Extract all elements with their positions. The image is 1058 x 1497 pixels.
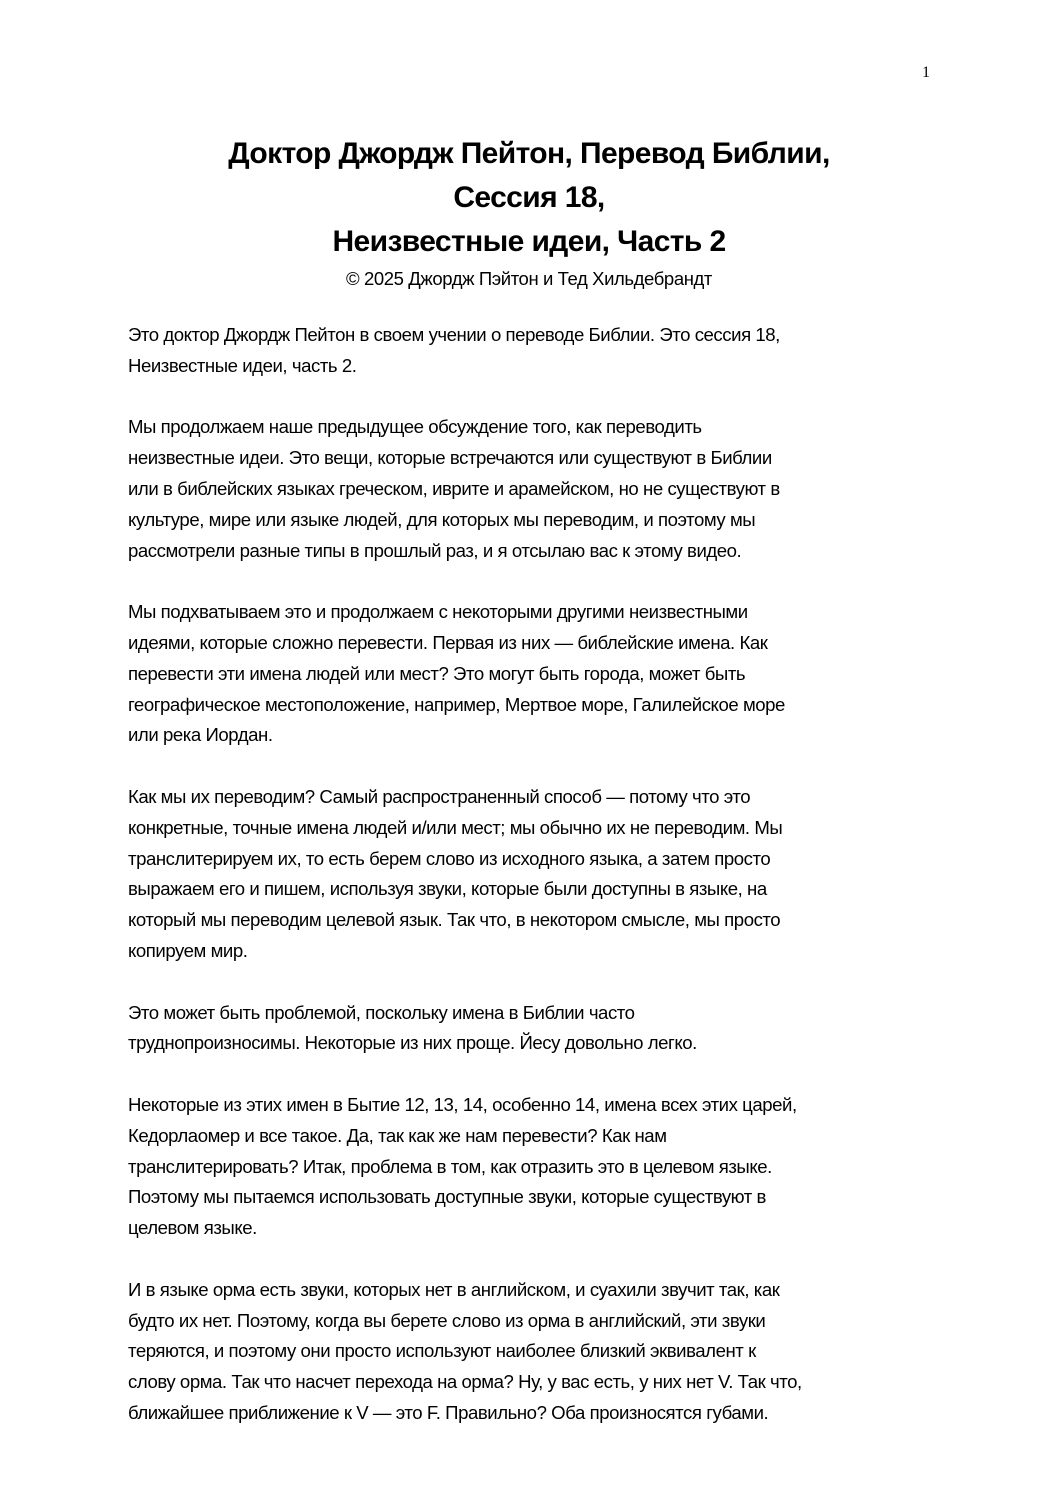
paragraph-line: ближайшее приближение к V — это F. Правильно? Оба произносятся губами. — [128, 1401, 769, 1423]
paragraph-line: транслитерируем их, то есть берем слово из исходного языка, а затем просто — [128, 847, 771, 869]
paragraph-line: целевом языке. — [128, 1217, 257, 1239]
paragraph-line: рассмотрели разные типы в прошлый раз, и я отсылаю вас к этому видео. — [128, 539, 742, 561]
paragraph-line: культуре, мире или языке людей, для которых мы переводим, и поэтому мы — [128, 508, 756, 530]
title-line: Сессия 18, — [453, 181, 605, 214]
paragraph-line: Мы подхватываем это и продолжаем с некоторыми другими неизвестными — [128, 601, 748, 623]
paragraph-line: Это доктор Джордж Пейтон в своем учении о переводе Библии. Это сессия 18, — [128, 324, 780, 345]
paragraph — [128, 782, 928, 967]
paragraph-line: слову орма. Так что насчет перехода на орма? Ну, у вас есть, у них нет V. Так что, — [128, 1371, 802, 1393]
paragraph — [128, 1275, 928, 1429]
paragraph-line: географическое местоположение, например, Мертвое море, Галилейское море — [128, 693, 785, 715]
paragraph-line: Поэтому мы пытаемся использовать доступные звуки, которые существуют в — [128, 1186, 766, 1208]
paragraph-line: будто их нет. Поэтому, когда вы берете слово из орма в английский, эти звуки — [128, 1309, 766, 1331]
paragraph-line: или река Иордан. — [128, 724, 273, 746]
paragraph-line: неизвестные идеи. Это вещи, которые встречаются или существуют в Библии — [128, 447, 772, 469]
paragraph-line: который мы переводим целевой язык. Так что, в некотором смысле, мы просто — [128, 909, 781, 931]
document-title — [0, 132, 1058, 264]
paragraph-line: Неизвестные идеи, часть 2. — [128, 354, 357, 376]
paragraph-line: конкретные, точные имена людей и/или мест; мы обычно их не переводим. Мы — [128, 816, 783, 838]
paragraph-line: транслитерировать? Итак, проблема в том, как отразить это в целевом языке. — [128, 1155, 772, 1177]
document-body — [128, 320, 928, 1459]
paragraph-line: труднопроизносимы. Некоторые из них проще. Йесу довольно легко. — [128, 1032, 697, 1054]
paragraph — [128, 597, 928, 751]
paragraph-line: копируем мир. — [128, 939, 248, 961]
title-line: Доктор Джордж Пейтон, Перевод Библии, — [228, 137, 830, 170]
copyright-line: © 2025 Джордж Пэйтон и Тед Хильдебрандт — [345, 268, 712, 289]
paragraph-line: И в языке орма есть звуки, которых нет в английском, и суахили звучит так, как — [128, 1278, 780, 1300]
title-line: Неизвестные идеи, Часть 2 — [332, 225, 726, 258]
paragraph-line: Некоторые из этих имен в Бытие 12, 13, 14, особенно 14, имена всех этих царей, — [128, 1093, 797, 1115]
paragraph-line: теряются, и поэтому они просто используют наиболее близкий эквивалент к — [128, 1340, 756, 1362]
paragraph-line: Мы продолжаем наше предыдущее обсуждение того, как переводить — [128, 416, 702, 438]
paragraph — [128, 320, 928, 382]
paragraph-line: Это может быть проблемой, поскольку имена в Библии часто — [128, 1001, 635, 1023]
paragraph — [128, 412, 928, 566]
paragraph-line: Кедорлаомер и все такое. Да, так как же нам перевести? Как нам — [128, 1124, 667, 1146]
paragraph-line: Как мы их переводим? Самый распространенный способ — потому что это — [128, 785, 751, 807]
paragraph — [128, 1090, 928, 1244]
page-number: 1 — [922, 64, 930, 81]
paragraph-line: или в библейских языках греческом, иврите и арамейском, но не существуют в — [128, 477, 780, 499]
paragraph — [128, 998, 928, 1060]
paragraph-line: выражаем его и пишем, используя звуки, которые были доступны в языке, на — [128, 878, 767, 900]
paragraph-line: идеями, которые сложно перевести. Первая из них — библейские имена. Как — [128, 631, 768, 653]
paragraph-line: перевести эти имена людей или мест? Это могут быть города, может быть — [128, 662, 746, 684]
